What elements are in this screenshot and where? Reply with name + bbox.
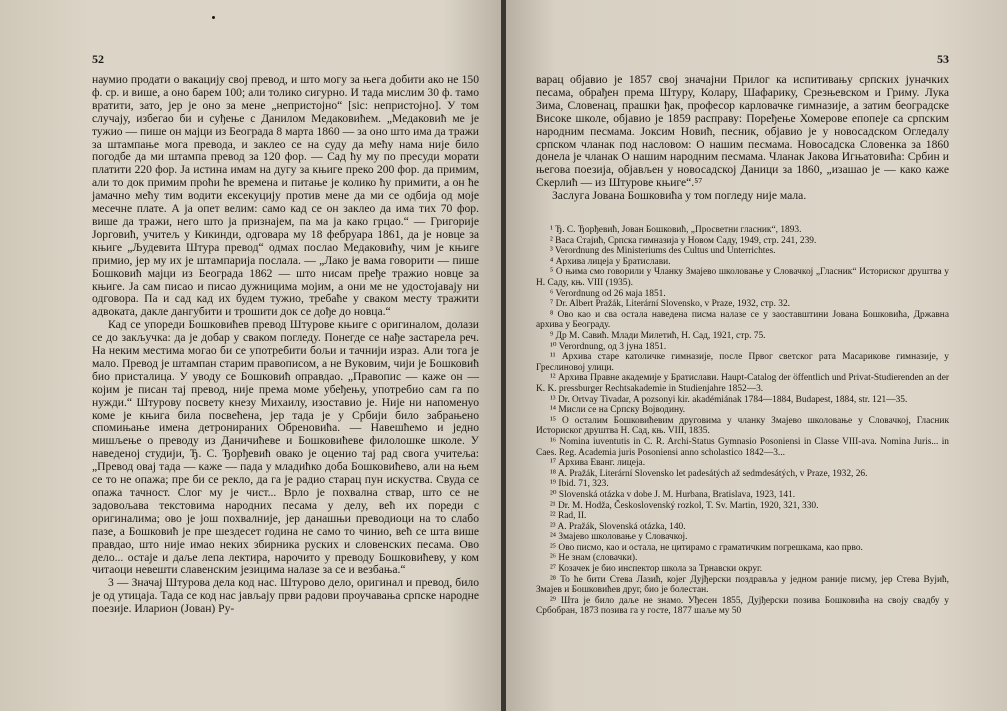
footnote: ¹⁹ Ibid. 71, 323. (550, 479, 609, 490)
paragraph: наумио продати о вакацију свој превод, и што могу за њега добити ако не 150 ф. ср. и више, а оно барем 100; али толико сигурно. И тада мислим 30 ф. тамо вратити, зато, јер је оно за мене „непристојно“ [sic: непристојно]. У том случају, избегао би и суђење с Данилом Медаковићем. „Медаковић ме је тужио — пише он мајци из Београда 8 марта 1860 — за оно што има да тражи за штампање мога превода, и заклео се на суду да мећу нама није било погодбе да ми штампа превод за 120 фор. — Сад ћу му по пресуди морати платити 220 фор. Ја истина имам на дугу за књиге преко 200 фор. да примим, али то док примим проћи ће времена и питање је колико ћу примити, а он ће јамачно мећу тим водити ексекуцију против мене да ми се одбија од моје месечне плате. А ја опет велим: само кад се он заклео да има тих 70 фор. више да тражи, него што ја признајем, па ма ја како грцао.“ — Григорије Јорговић, учитељ у Кикинди, одговара му 18 фебруара 1861, да је новце за књиге „Људевита Штура превод“ одмах послао Медаковићу, чим је књиге примио, јер му их је штампарија послала. — „Лако је вама говорити — пише Бошковић мајци из Београда 1862 — што нисам пређе тражио новце за књиге. Ја сам писао и писао дужницима мојим, а они ме не удостојавају ни одговора. Па и сад кад их будем тужио, требаће у сваком месту тражити адвоката, дакле дангубити и трошити док се дође до новца.“ (92, 73, 479, 319)
footnote: ²² Rad, II. (550, 511, 587, 522)
footnote: ¹⁵ О осталим Бошковићевим друговима у чланку Змајево школовање у Словачкој, Гласник Историског друштва Н. Сад, књ. VIII, 1835. (536, 415, 949, 437)
footnote: ²⁶ Не знам (словачки). (550, 553, 638, 564)
footnote: ²⁷ Козачек је био инспектор школа за Трнавски округ. (550, 564, 763, 575)
footnote: ⁹ Др М. Савић. Млади Милетић, Н. Сад, 1921, стр. 75. (550, 331, 766, 341)
footnote: ¹² Архива Правне академије у Братислави. Haupt-Catalog der öffentlich und Privat-Studierenden an der K. K. pressburger Rechtsakademie in Studienjahre 1852—3. (536, 373, 949, 394)
page-number: 52 (92, 52, 104, 66)
right-page (506, 0, 1007, 711)
footnote: ²⁴ Змајево школовање у Словачкој. (550, 532, 688, 543)
footnote: ⁸ Ово као и сва остала наведена писма налазе се у заоставштини Јована Бошковића, Државна архива у Београду. (536, 309, 949, 331)
paragraph: 3 — Значај Штурова дела код нас. Штурово дело, оригинал и превод, било је од утицаја. Тада се код нас јављају први радови проучавања српске народне поезије. Иларион (Јован) Ру- (92, 576, 479, 616)
footnote: ¹⁶ Nomina iuventutis in C. R. Archi-Status Gymnasio Posoniensi in Classe VIII-ava. Nomina Juris... in Caes. Reg. Academia juris Posoniensi anno scholastico 1842—3... (536, 436, 949, 458)
footnote: ² Васа Стајић, Српска гимназија у Новом Саду, 1949, стр. 241, 239. (550, 235, 817, 246)
footnote: ¹⁷ Архива Еванг. лицеја. (550, 458, 646, 469)
right-body-text (536, 74, 949, 203)
footnote: ⁴ Архива лицеја у Братислави. (550, 256, 671, 267)
footnote: ²⁸ То ће бити Стева Лазић, којег Дујђерски поздравља у једном раније писму, јер Стева Вујић, Змајев и Бошковићев друг, био је болестан. (536, 574, 949, 596)
footnote: ¹¹ Архива старе католичке гимназије, после Првог светског рата Масарикове гимназије, у Греслиновој улици. (536, 352, 949, 373)
footnote: ¹ Ђ. С. Ђорђевић, Јован Бошковић, „Просветни гласник“, 1893. (550, 225, 802, 236)
footnote: ²⁰ Slovenská otázka v dobe J. M. Hurbana, Bratislava, 1923, 141. (550, 489, 796, 500)
footnote: ¹⁸ A. Pražák, Literární Slovensko let padesátých až sedmdesátých, v Praze, 1932, 26. (550, 468, 868, 479)
footnote: ⁶ Verordnung od 26 маја 1851. (550, 288, 666, 299)
paragraph: Заслуга Јована Бошковића у том погледу није мала. (552, 189, 807, 203)
left-body-text (92, 74, 479, 616)
footnote: ⁷ Dr. Albert Pražák, Literární Slovensko, v Praze, 1932, стр. 32. (550, 299, 790, 310)
page-number: 53 (937, 52, 949, 66)
footnote: ⁵ О њима смо говорили у Чланку Змајево школовање у Словачкој „Гласник“ Историског друштва у Н. Саду, књ. VIII (1935). (536, 267, 949, 289)
footnote: ¹⁰ Verordnung, од 3 јуна 1851. (550, 341, 667, 352)
footnote: ²³ A. Pražák, Slovenská otázka, 140. (550, 521, 686, 532)
paragraph: Кад се упореди Бошковићев превод Штурове књиге с оригиналом, долази се до закључка: да је добар у сваком погледу. Понегде се нађе застарела реч. На неким местима могао би се употребити бољи и тачнији израз. Али тога је мало. Превод је штампан старим правописом, а не Вуковим, чији је Бошковић био присталица. У уводу се Бошковић оправдао. „Правопис — каже он — којим је писан тај превод, није према моме убеђењу, употребио сам га по нужди.“ Штурову посвету кнезу Михаилу, изоставио је. Није ни напоменуо коме је књига била посвећена, јер тада је у Србији било забрањено спомињање имена детронираних Обреновића. — Навешћемо и једно мишљење о преводу из Даничићеве и Бошковићеве филолошке школе. У наведеној студији, Ђ. С. Ђорђевић овако је оценио тај рад свога учитеља: „Превод овај тада — каже — пада у младићко доба Бошковићево, али на њем се то не опажа; пре би се рекло, да га је радио старац пун искуства. Свуда се опажа тачност. Слог му је чист... Врло је похвална ствар, што се не задовољава текстовима народних песама у делу, већ их пореди с оригиналима; ово је још похвалније, јер данашњи преводиоци на то слабо пазе, а Бошковић је пре шездесет година не само то чинио, већ се шта више правдао, што није имао неких збирника руских и словенских песама. Ово дело... остаје и даље лепа лектира, нарочито у преводу Бошковићеву, у ком читаоци невешти славенским језицима налазе за се и везбања.“ (92, 318, 479, 577)
footnote: ²⁵ Ово писмо, као и остала, не цитирамо с граматичким погрешкама, као прво. (550, 542, 863, 553)
footnote: ²⁹ Шта је било даље не знамо. Уђесен 1855, Дујђерски позива Бошковића на своју свадбу у Србобран, 1873 позива га у госте, 1877 шаље му 50 (536, 595, 949, 617)
footnotes (536, 225, 949, 617)
speck-mark (212, 16, 215, 19)
footnote: ²¹ Dr. M. Hodža, Československý rozkol, T. Sv. Martin, 1920, 321, 330. (550, 500, 819, 511)
footnote: ³ Verordnung des Ministeriums des Cultus und Unterrichtes. (550, 246, 776, 257)
paragraph: варац објавио је 1857 свој значајни Прилог ка испитивању српских јуначких песама, обрађен према Штуру, Колару, Шафарику, Срезњевском и Гриму. Лука Зима, Словенац, прашки ђак, професор карловачке гимназије, а затим београдске Високе школе, објавио је 1859 расправу: Поређење Хомерове епопеје са српским народним песмама. Јоксим Новић, песник, објавио је у новосадском Огледалу српском чланак под насловом: О нашим песмама. Новосадска Словенка за 1860 донела је чланак О нашим народним песмама. Чланак Јакова Игњатовића: Србин и његова поезија, објављен у новосадској Даници за 1860, „изашао је — како каже Скерлић — из Штурове књиге“.⁵⁷ (536, 73, 949, 190)
footnote: ¹⁴ Мисли се на Српску Војводину. (550, 405, 686, 416)
left-page (0, 0, 503, 711)
footnote: ¹³ Dr. Ortvay Tivadar, A pozsonyi kir. akadémiának 1784—1884, Budapest, 1884, str. 121—35. (550, 394, 908, 405)
